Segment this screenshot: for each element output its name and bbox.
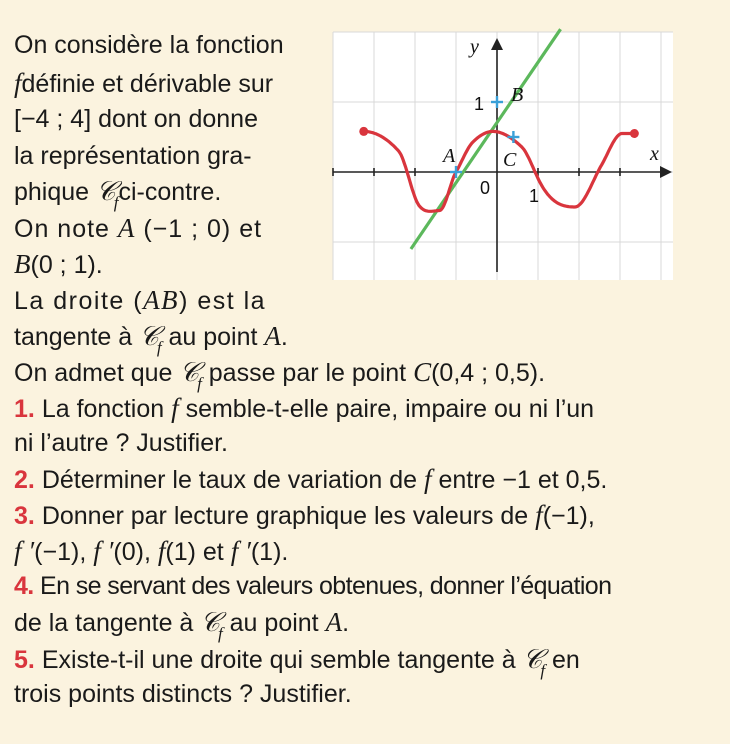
question-text: en — [552, 646, 580, 674]
point-A-coords: (−1 ; 0) — [143, 215, 232, 243]
question-text: (1). — [250, 538, 289, 566]
intro-line-2 — [14, 66, 273, 101]
y-unit-label: 1 — [474, 94, 485, 114]
derivative-f: f ′ — [14, 536, 35, 566]
intro-text: . — [280, 323, 288, 351]
point-B-coords: (0 ; 1). — [30, 251, 103, 279]
intro-text: au point — [168, 323, 258, 351]
intro-text: On note — [14, 215, 110, 243]
curve-symbol: 𝒞 — [200, 607, 220, 637]
question-1-cont — [14, 426, 228, 460]
line-AB-name: AB — [143, 285, 180, 315]
intro-line-3 — [14, 102, 258, 136]
question-2 — [14, 462, 607, 497]
function-f: f — [423, 464, 432, 494]
question-text: Existe-t-il une droite qui semble tangente à — [41, 646, 516, 674]
intro-line-1 — [14, 28, 284, 62]
curve-symbol: 𝒞 — [179, 357, 200, 387]
question-text: (0), — [113, 538, 151, 566]
y-axis-label: y — [470, 36, 479, 58]
question-number: 3. — [14, 502, 35, 530]
intro-line-6 — [14, 211, 262, 246]
point-B-label: B — [511, 84, 524, 106]
intro-text: définie et dérivable sur — [21, 70, 274, 98]
question-text: En se servant des valeurs obtenues, donner l’équation — [40, 572, 612, 600]
question-number: 4. — [14, 572, 34, 600]
question-text: ni l’autre ? Justifier. — [14, 429, 228, 457]
point-B-name: B — [14, 249, 31, 279]
question-text: (−1), — [542, 502, 595, 530]
intro-text: ) est la — [179, 287, 267, 315]
point-A-name: A — [264, 321, 281, 351]
intro-line-8 — [14, 283, 266, 318]
curve-endpoint-right — [630, 129, 639, 138]
derivative-f: f ′ — [230, 536, 251, 566]
question-3 — [14, 498, 595, 533]
curve-subscript: f — [113, 193, 119, 212]
question-4-cont — [14, 605, 349, 643]
question-text: trois points distincts ? Justifier. — [14, 680, 352, 708]
point-A-label: A — [443, 145, 456, 167]
intro-line-5 — [14, 174, 221, 212]
question-5-cont — [14, 677, 352, 711]
intro-line-7 — [14, 247, 103, 282]
curve-symbol: 𝒞 — [96, 176, 116, 206]
question-3-cont — [14, 534, 288, 569]
point-C-label: C — [503, 149, 517, 171]
question-text: Déterminer le taux de variation de — [41, 466, 418, 494]
x-axis-label: x — [650, 143, 659, 165]
point-A-name: A — [117, 213, 136, 243]
curve-subscript: f — [217, 624, 223, 643]
question-5 — [14, 642, 580, 680]
curve-endpoint-left — [359, 127, 368, 136]
intro-text: la représentation gra- — [14, 142, 252, 170]
question-4 — [14, 569, 611, 603]
intro-text: phique — [14, 178, 90, 206]
question-text: au point — [229, 609, 319, 637]
intro-line-4 — [14, 139, 252, 173]
point-C-name: C — [413, 357, 432, 387]
curve-subscript: f — [156, 338, 162, 357]
intro-text: dont on donne — [98, 105, 258, 133]
question-1 — [14, 391, 594, 426]
question-text: de la tangente à — [14, 609, 194, 637]
domain-interval: [−4 ; 4] — [14, 105, 92, 133]
curve-subscript: f — [197, 374, 202, 393]
function-f: f — [171, 393, 179, 423]
curve-symbol: 𝒞 — [139, 321, 159, 351]
x-unit-label: 1 — [529, 186, 540, 206]
intro-line-10 — [14, 355, 545, 393]
intro-text: et — [239, 215, 263, 243]
point-C-coords: (0,4 ; 0,5). — [431, 359, 546, 387]
function-f: f — [14, 68, 22, 98]
intro-text: passe par le point — [208, 359, 407, 387]
curve-subscript: f — [540, 661, 546, 680]
intro-line-9 — [14, 319, 288, 357]
intro-text: tangente à — [14, 323, 133, 351]
question-text: entre −1 et 0,5. — [438, 466, 608, 494]
question-text: (1) et — [165, 538, 224, 566]
question-text: semble-t-elle paire, impaire ou ni l’un — [185, 395, 595, 423]
derivative-f: f ′ — [93, 536, 114, 566]
intro-text: ci-contre. — [118, 178, 222, 206]
intro-text: On considère la fonction — [14, 31, 284, 59]
question-number: 2. — [14, 466, 35, 494]
question-number: 5. — [14, 646, 35, 674]
function-f: f — [535, 500, 543, 530]
intro-text: On admet que — [14, 359, 173, 387]
point-A-name: A — [325, 607, 343, 637]
function-f: f — [157, 536, 166, 566]
question-text: . — [342, 609, 350, 637]
question-text: La fonction — [41, 395, 165, 423]
intro-text: La droite ( — [14, 287, 144, 315]
curve-symbol: 𝒞 — [522, 644, 543, 674]
question-text: (−1), — [34, 538, 87, 566]
question-number: 1. — [14, 395, 35, 423]
question-text: Donner par lecture graphique les valeurs de — [41, 502, 529, 530]
origin-label: 0 — [480, 178, 491, 198]
